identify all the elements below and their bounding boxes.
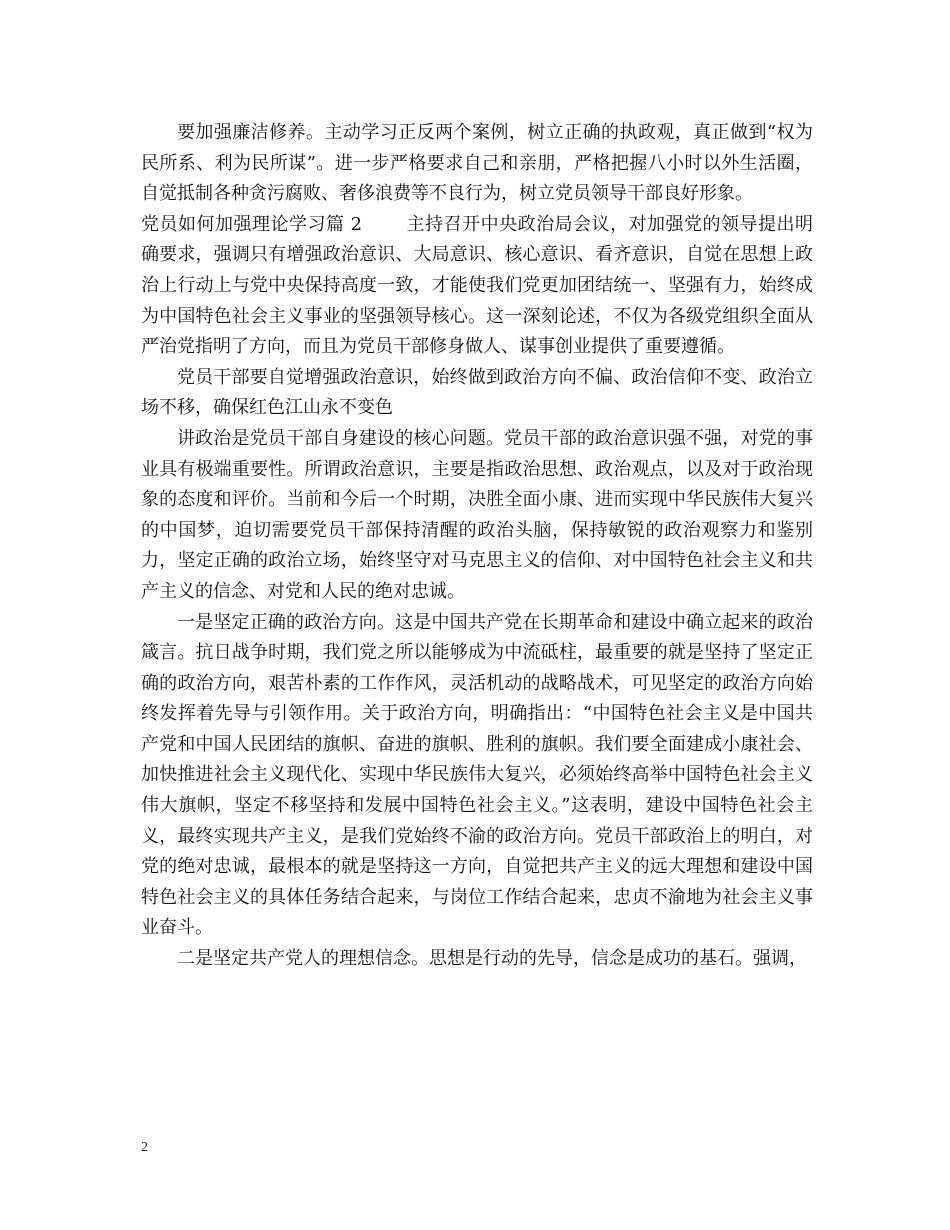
page-number: 2 — [141, 1140, 148, 1155]
paragraph-6: 二是坚定共产党人的理想信念。思想是行动的先导，信念是成功的基石。强调， — [177, 948, 807, 970]
paragraph-5: 一是坚定正确的政治方向。这是中国共产党在长期革命和建设中确立起来的政治箴言。抗日战争时期，我们党之所以能够成为中流砥柱，最重要的就是坚持了坚定正确的政治方向，艰苦朴素的工作作风，灵活机动的战略战术，可见坚定的政治方向始终发挥着先导与引领作用。关于政治方向，明确指出：“中国特色社会主义是中国共产党和中国人民团结的旗帜、奋进的旗帜、胜利的旗帜。我们要全面建成小康社会、加快推进社会主义现代化、实现中华民族伟大复兴，必须始终高举中国特色社会主义伟大旗帜，坚定不移坚持和发展中国特色社会主义。”这表明，建设中国特色社会主义，最终实现共产主义，是我们党始终不渝的政治方向。党员干部政治上的明白，对党的绝对忠诚，最根本的就是坚持这一方向，自觉把共产主义的远大理想和建设中国特色社会主义的具体任务结合起来，与岗位工作结合起来，忠贞不渝地为社会主义事业奋斗。 — [141, 611, 813, 939]
paragraph-3: 党员干部要自觉增强政治意识，始终做到政治方向不偏、政治信仰不变、政治立场不移，确保红色江山永不变色 — [141, 366, 813, 419]
paragraph-2-text: 主持召开中央政治局会议，对加强党的领导提出明确要求，强调只有增强政治意识、大局意识、核心意识、看齐意识，自觉在思想上政治上行动上与党中央保持高度一致，才能使我们党更加团结统一、坚强有力，始终成为中国特色社会主义事业的坚强领导核心。这一深刻论述，不仅为各级党组织全面从严治党指明了方向，而且为党员干部修身做人、谋事创业提供了重要遵循。 — [141, 213, 813, 358]
section-heading: 党员如何加强理论学习篇 2 — [141, 213, 363, 235]
paragraph-1: 要加强廉洁修养。主动学习正反两个案例，树立正确的执政观，真正做到“权为民所系、利为民所谋”。进一步严格要求自己和亲朋，严格把握八小时以外生活圈，自觉抵制各种贪污腐败、奢侈浪费等不良行为，树立党员领导干部良好形象。 — [141, 122, 813, 205]
paragraph-2 — [141, 210, 813, 363]
paragraph-4: 讲政治是党员干部自身建设的核心问题。党员干部的政治意识强不强，对党的事业具有极端重要性。所谓政治意识，主要是指政治思想、政治观点，以及对于政治现象的态度和评价。当前和今后一个时期，决胜全面小康、进而实现中华民族伟大复兴的中国梦，迫切需要党员干部保持清醒的政治头脑，保持敏锐的政治观察力和鉴别力，坚定正确的政治立场，始终坚守对马克思主义的信仰、对中国特色社会主义和共产主义的信念、对党和人民的绝对忠诚。 — [141, 427, 813, 602]
document-body — [141, 118, 813, 975]
